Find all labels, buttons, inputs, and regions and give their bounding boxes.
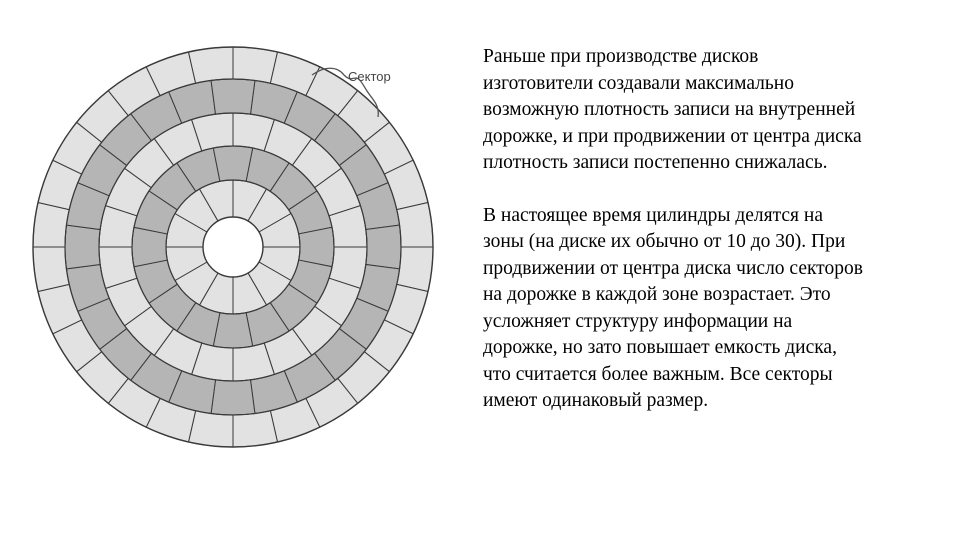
track-4-sector bbox=[65, 225, 100, 269]
disk-tracks bbox=[33, 47, 433, 447]
track-2-sector bbox=[213, 146, 252, 181]
paragraph-disk-zones: В настоящее время цилиндры делятся на зоны (на диске их обычно от 10 до 30). При продвижении от центра диска число секторов на дорожке в каждой зоне возрастает. Это усложняет структуру информации на дорожке, но зато повышает емкость диска, что считается более важным. Все секторы имеют одинаковый размер. bbox=[483, 204, 863, 411]
track-5-sector bbox=[188, 47, 233, 83]
track-5-sector bbox=[188, 411, 233, 447]
track-5-sector bbox=[397, 247, 433, 292]
track-5-sector bbox=[33, 247, 69, 292]
sector-label: Сектор bbox=[348, 69, 391, 84]
track-4-sector bbox=[211, 79, 255, 114]
spindle-hole bbox=[203, 217, 263, 277]
disk-diagram-svg bbox=[30, 45, 450, 465]
track-4-sector bbox=[366, 225, 401, 269]
track-4-sector bbox=[211, 380, 255, 415]
paragraph-disk-density: Раньше при производстве дисков изготовители создавали максимально возможную плотность записи на внутренней дорожке, и при продвижении от центра диска плотность записи постепенно снижалась. bbox=[483, 46, 862, 173]
track-5-sector bbox=[397, 202, 433, 247]
text-block bbox=[483, 44, 953, 415]
track-5-sector bbox=[233, 47, 278, 83]
track-5-sector bbox=[233, 411, 278, 447]
disk-sectors-diagram bbox=[30, 45, 450, 465]
track-5-sector bbox=[33, 202, 69, 247]
